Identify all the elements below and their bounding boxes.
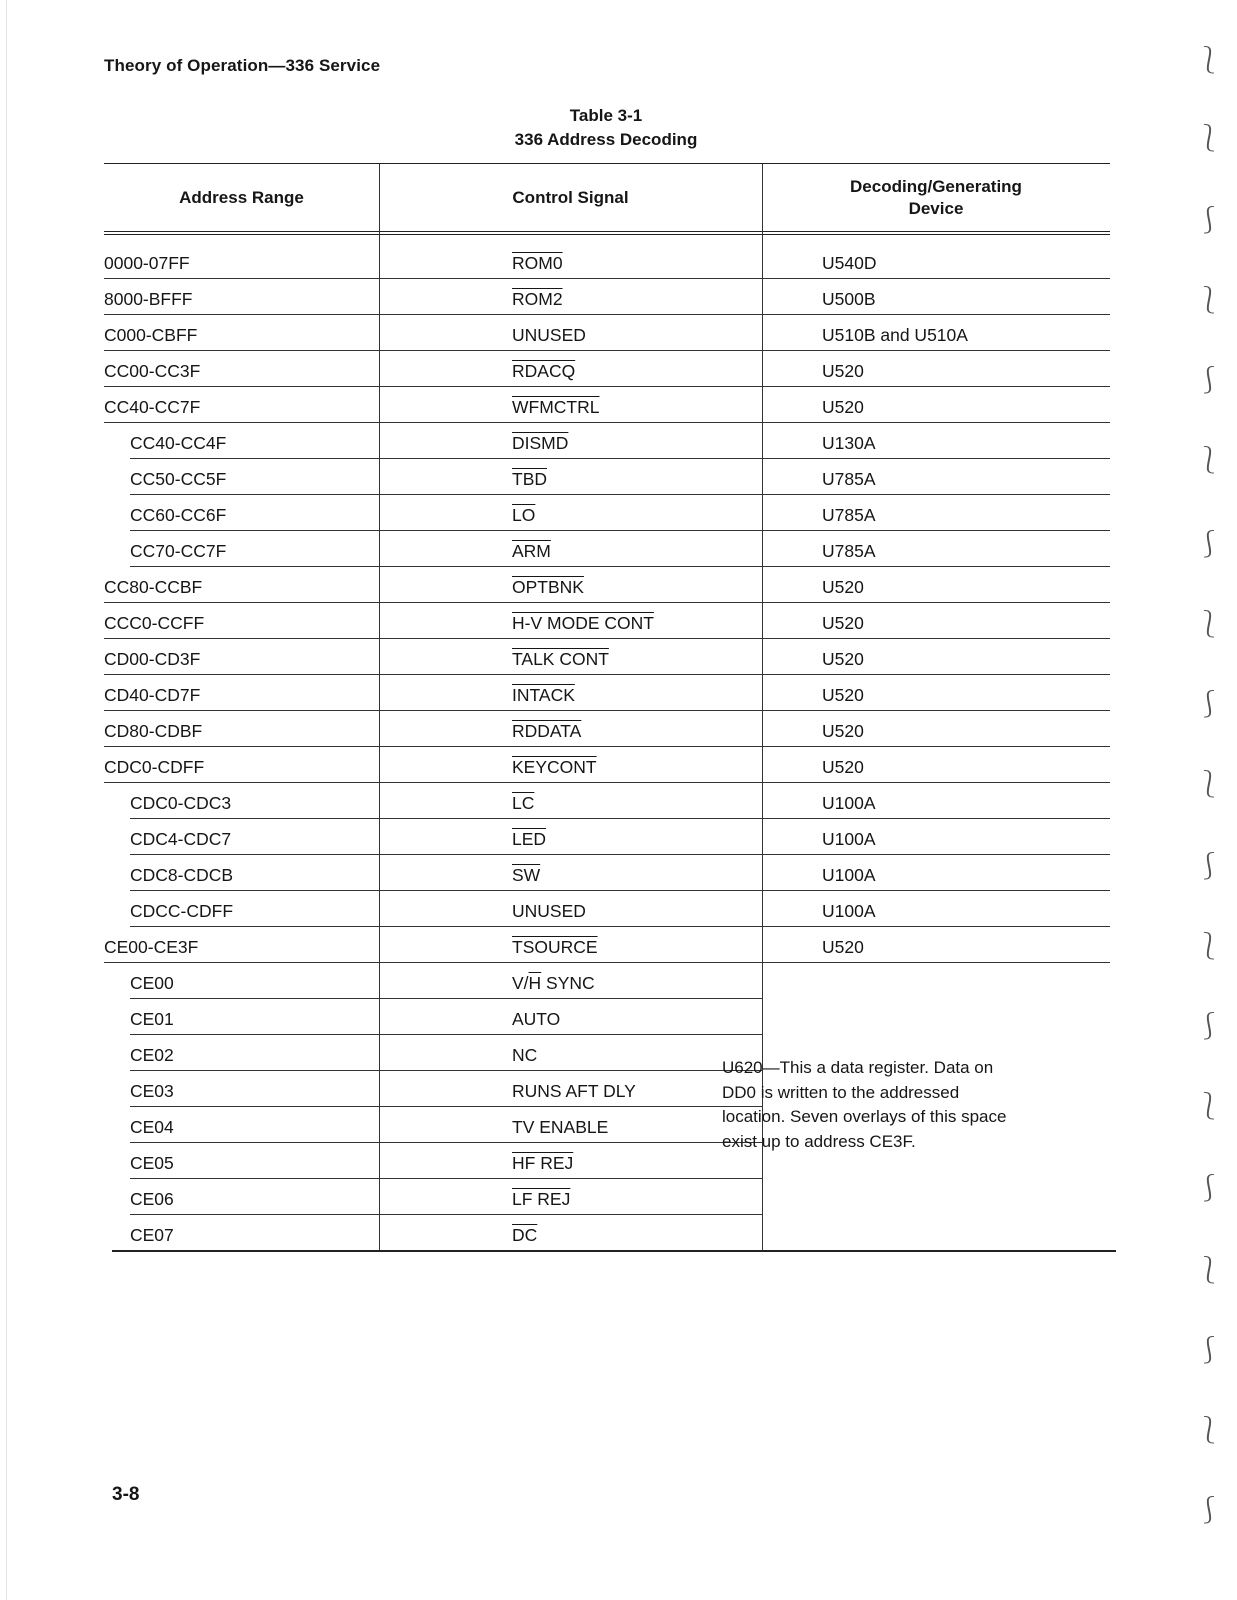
- signal-text-active-low: OPTBNK: [512, 577, 584, 597]
- signal-text: TV ENABLE: [512, 1117, 609, 1137]
- column-divider: [379, 164, 380, 235]
- signal-cell: [512, 603, 654, 639]
- table-row: [104, 351, 1110, 387]
- address-cell: CE00: [130, 973, 174, 993]
- margin-bracket-mark: ⎱: [1196, 932, 1223, 962]
- address-cell: CE01: [130, 1009, 174, 1029]
- address-cell: CE05: [130, 1153, 174, 1173]
- address-cell: CD40-CD7F: [104, 685, 201, 705]
- margin-bracket-mark: ⎰: [1196, 206, 1223, 236]
- signal-text-active-low: HF REJ: [512, 1153, 574, 1173]
- table-row: [104, 531, 1110, 567]
- col-header-device-line2: Device: [908, 198, 964, 218]
- column-divider: [762, 164, 763, 235]
- table-title: 336 Address Decoding: [514, 130, 698, 149]
- device-cell: U540D: [822, 253, 877, 273]
- signal-cell: [512, 531, 551, 567]
- margin-bracket-mark: ⎱: [1196, 446, 1223, 476]
- col-header-signal: Control Signal: [512, 187, 629, 207]
- table-row: [104, 783, 1110, 819]
- signal-text-active-low: $\overline{LC}$: [512, 793, 535, 813]
- device-cell: U785A: [822, 505, 876, 525]
- table-row: [104, 387, 1110, 423]
- margin-bracket-mark: ⎱: [1196, 46, 1223, 76]
- table-row: [104, 423, 1110, 459]
- address-cell: CC70-CC7F: [130, 541, 227, 561]
- table-row: [104, 711, 1110, 747]
- table-row: [104, 567, 1110, 603]
- device-cell: U520: [822, 757, 864, 777]
- table-header: [104, 163, 1110, 235]
- margin-bracket-mark: ⎰: [1196, 852, 1223, 882]
- table-row: [104, 279, 1110, 315]
- signal-text-active-low: INTACK: [512, 685, 575, 705]
- signal-cell: [512, 315, 586, 351]
- table-row: [104, 459, 1110, 495]
- margin-bracket-mark: ⎱: [1196, 1092, 1223, 1122]
- signal-cell: [512, 423, 568, 459]
- signal-cell: [512, 963, 595, 999]
- margin-bracket-mark: ⎰: [1196, 1174, 1223, 1204]
- device-cell: U100A: [822, 865, 876, 885]
- device-cell: U100A: [822, 901, 876, 921]
- signal-text-active-low: H-V MODE CONT: [512, 613, 654, 633]
- signal-text-active-low: KEYCONT: [512, 757, 597, 777]
- address-cell: CDC0-CDC3: [130, 793, 232, 813]
- table-row: [104, 999, 1110, 1035]
- address-cell: CC50-CC5F: [130, 469, 227, 489]
- device-cell: U785A: [822, 541, 876, 561]
- signal-text-active-low: LF REJ: [512, 1189, 571, 1209]
- signal-cell: [512, 819, 546, 855]
- signal-text: UNUSED: [512, 325, 586, 345]
- signal-cell: [512, 351, 575, 387]
- signal-text-active-low: $\overline{DC}$: [512, 1225, 538, 1245]
- address-cell: CDC8-CDCB: [130, 865, 234, 885]
- margin-bracket-mark: ⎰: [1196, 1496, 1223, 1526]
- table-row: [104, 1215, 1110, 1251]
- signal-text: RUNS AFT DLY: [512, 1081, 636, 1101]
- table-row: [104, 819, 1110, 855]
- address-cell: CC00-CC3F: [104, 361, 201, 381]
- address-cell: CE04: [130, 1117, 174, 1137]
- signal-cell: [512, 639, 609, 675]
- margin-bracket-mark: ⎱: [1196, 124, 1223, 154]
- signal-cell: [512, 891, 586, 927]
- address-cell: CE03: [130, 1081, 174, 1101]
- signal-cell: [512, 495, 535, 531]
- signal-cell: [512, 1071, 636, 1107]
- page-number: 3-8: [112, 1484, 140, 1505]
- margin-bracket-mark: ⎱: [1196, 286, 1223, 316]
- margin-bracket-mark: ⎰: [1196, 366, 1223, 396]
- margin-bracket-mark: ⎰: [1196, 1336, 1223, 1366]
- device-cell: U520: [822, 649, 864, 669]
- address-cell: CD00-CD3F: [104, 649, 201, 669]
- signal-cell: [512, 567, 584, 603]
- address-cell: CC40-CC7F: [104, 397, 201, 417]
- table-row: [104, 315, 1110, 351]
- signal-cell: [512, 1179, 570, 1215]
- table-row: [104, 639, 1110, 675]
- margin-bracket-mark: ⎱: [1196, 610, 1223, 640]
- margin-bracket-mark: ⎰: [1196, 1012, 1223, 1042]
- signal-text-active-low: ROM2: [512, 289, 563, 309]
- address-cell: CE00-CE3F: [104, 937, 199, 957]
- margin-bracket-mark: ⎱: [1196, 770, 1223, 800]
- device-cell: U500B: [822, 289, 876, 309]
- signal-text-active-low: $\overline{LO}$: [512, 505, 536, 525]
- signal-cell: [512, 279, 563, 315]
- address-cell: CDC4-CDC7: [130, 829, 232, 849]
- address-cell: CE07: [130, 1225, 174, 1245]
- device-cell: U520: [822, 685, 864, 705]
- signal-text-active-low: RDACQ: [512, 361, 576, 381]
- device-cell: U520: [822, 577, 864, 597]
- margin-bracket-mark: ⎰: [1196, 690, 1223, 720]
- signal-text: SYNC: [541, 973, 595, 993]
- signal-cell: [512, 387, 599, 423]
- table-caption: [0, 104, 1212, 152]
- signal-cell: [512, 1215, 537, 1251]
- address-cell: CD80-CDBF: [104, 721, 203, 741]
- signal-text-active-low: TALK CONT: [512, 649, 609, 669]
- address-cell: CCC0-CCFF: [104, 613, 205, 633]
- margin-bracket-mark: ⎱: [1196, 1416, 1223, 1446]
- merged-device-note: U620—This a data register. Data on DD0 is written to the addressed location. Seven overlays of this space exist up to address CE3F.: [722, 1058, 1007, 1151]
- device-cell: U520: [822, 613, 864, 633]
- table-row: [104, 855, 1110, 891]
- address-cell: CDCC-CDFF: [130, 901, 234, 921]
- signal-text: NC: [512, 1045, 538, 1065]
- signal-text-active-low: $\overline{SW}$: [512, 865, 541, 885]
- device-cell: U100A: [822, 793, 876, 813]
- signal-cell: [512, 1107, 608, 1143]
- signal-text-active-low: $\overline{ARM}$: [512, 541, 551, 561]
- table-row: [104, 963, 1110, 999]
- signal-text-active-low: $\overline{TBD}$: [512, 469, 547, 489]
- table-row: [104, 1179, 1110, 1215]
- table-row: [104, 675, 1110, 711]
- signal-cell: [512, 927, 598, 963]
- scan-edge: [6, 0, 7, 1600]
- address-cell: C000-CBFF: [104, 325, 198, 345]
- signal-cell: [512, 459, 547, 495]
- device-cell: U130A: [822, 433, 876, 453]
- signal-cell: [512, 243, 563, 279]
- signal-cell: [512, 999, 560, 1035]
- table-row: [104, 495, 1110, 531]
- signal-text: V/: [512, 973, 529, 993]
- signal-cell: [512, 675, 575, 711]
- table-row: [104, 603, 1110, 639]
- running-head: Theory of Operation—336 Service: [104, 56, 381, 75]
- signal-cell: [512, 1143, 573, 1179]
- col-header-device: [762, 164, 1110, 231]
- device-cell: U100A: [822, 829, 876, 849]
- address-cell: 8000-BFFF: [104, 289, 193, 309]
- address-cell: CE02: [130, 1045, 174, 1065]
- table-row: [104, 747, 1110, 783]
- device-cell: U520: [822, 721, 864, 741]
- signal-text: UNUSED: [512, 901, 586, 921]
- signal-text-active-low: $\overline{H}$: [528, 973, 542, 993]
- margin-bracket-mark: ⎰: [1196, 530, 1223, 560]
- signal-text-active-low: $\overline{LED}$: [512, 829, 547, 849]
- margin-bracket-mark: ⎱: [1196, 1256, 1223, 1286]
- address-cell: CC60-CC6F: [130, 505, 227, 525]
- table-row: [104, 891, 1110, 927]
- table-number: Table 3-1: [569, 106, 643, 125]
- signal-text-active-low: DISMD: [512, 433, 569, 453]
- table-row: [104, 927, 1110, 963]
- address-cell: CE06: [130, 1189, 174, 1209]
- table-row: [104, 243, 1110, 279]
- signal-cell: [512, 747, 597, 783]
- address-cell: CDC0-CDFF: [104, 757, 205, 777]
- device-cell: U520: [822, 937, 864, 957]
- column-divider: [379, 235, 380, 1251]
- signal-cell: [512, 1035, 537, 1071]
- address-cell: 0000-07FF: [104, 253, 190, 273]
- signal-text-active-low: WFMCTRL: [512, 397, 600, 417]
- signal-cell: [512, 711, 581, 747]
- signal-cell: [512, 855, 540, 891]
- device-cell: U510B and U510A: [822, 325, 968, 345]
- address-cell: CC80-CCBF: [104, 577, 203, 597]
- signal-text: AUTO: [512, 1009, 561, 1029]
- device-cell: U520: [822, 361, 864, 381]
- address-cell: CC40-CC4F: [130, 433, 227, 453]
- signal-text-active-low: ROM0: [512, 253, 563, 273]
- col-header-address: Address Range: [179, 187, 304, 207]
- col-header-device-line1: Decoding/Generating: [850, 176, 1022, 196]
- device-cell: U785A: [822, 469, 876, 489]
- signal-text-active-low: TSOURCE: [512, 937, 598, 957]
- signal-text-active-low: RDDATA: [512, 721, 582, 741]
- signal-cell: [512, 783, 534, 819]
- device-cell: U520: [822, 397, 864, 417]
- table-bottom-rule: [112, 1250, 1116, 1252]
